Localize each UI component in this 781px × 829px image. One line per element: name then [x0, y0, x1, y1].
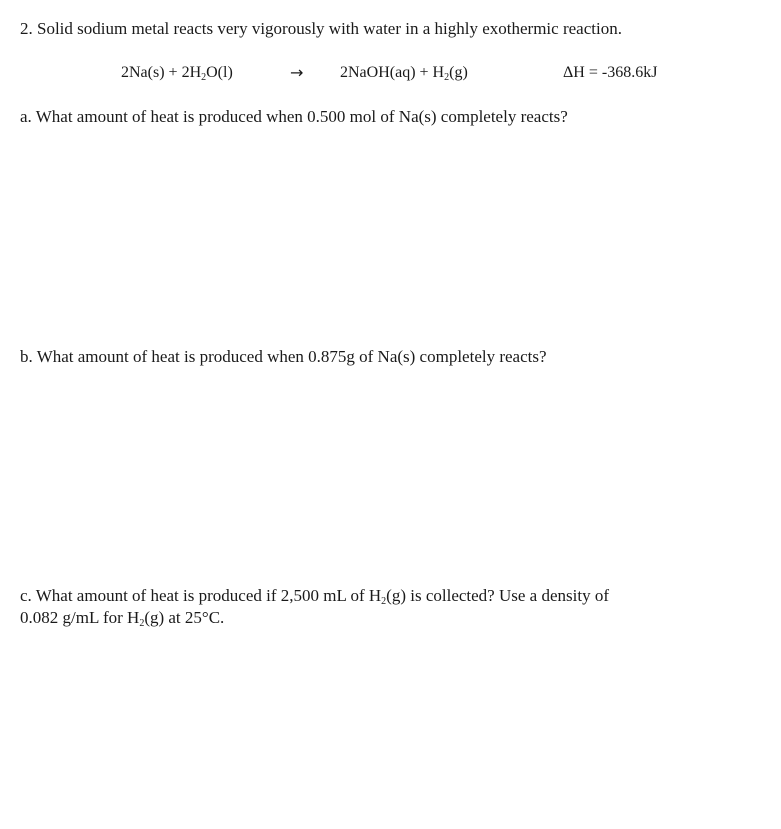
equation-reactants: $2Na(s) + 2H_2O(l)$	[121, 64, 233, 83]
question-intro: 2. Solid sodium metal reacts very vigorously with water in a highly exothermic reaction.	[20, 19, 622, 38]
chemical-equation	[0, 62, 781, 84]
equation-products: 2NaOH(aq) + $H_2(g)$	[340, 64, 468, 83]
reaction-arrow-icon: →	[290, 63, 304, 82]
question-part-a: a. What amount of heat is produced when 0.500 mol of Na(s) completely reacts?	[20, 107, 568, 126]
question-part-b: b. What amount of heat is produced when 0.875g of Na(s) completely reacts?	[20, 347, 547, 366]
enthalpy-value: ΔH = -368.6kJ	[563, 64, 658, 81]
question-part-c-line2: 0.082 g/mL for $H_2(g)$ at 25°C.	[20, 608, 225, 629]
question-part-c-line1: c. What amount of heat is produced if 2,500 mL of $H_2(g)$ is collected? Use a density of	[20, 586, 609, 607]
